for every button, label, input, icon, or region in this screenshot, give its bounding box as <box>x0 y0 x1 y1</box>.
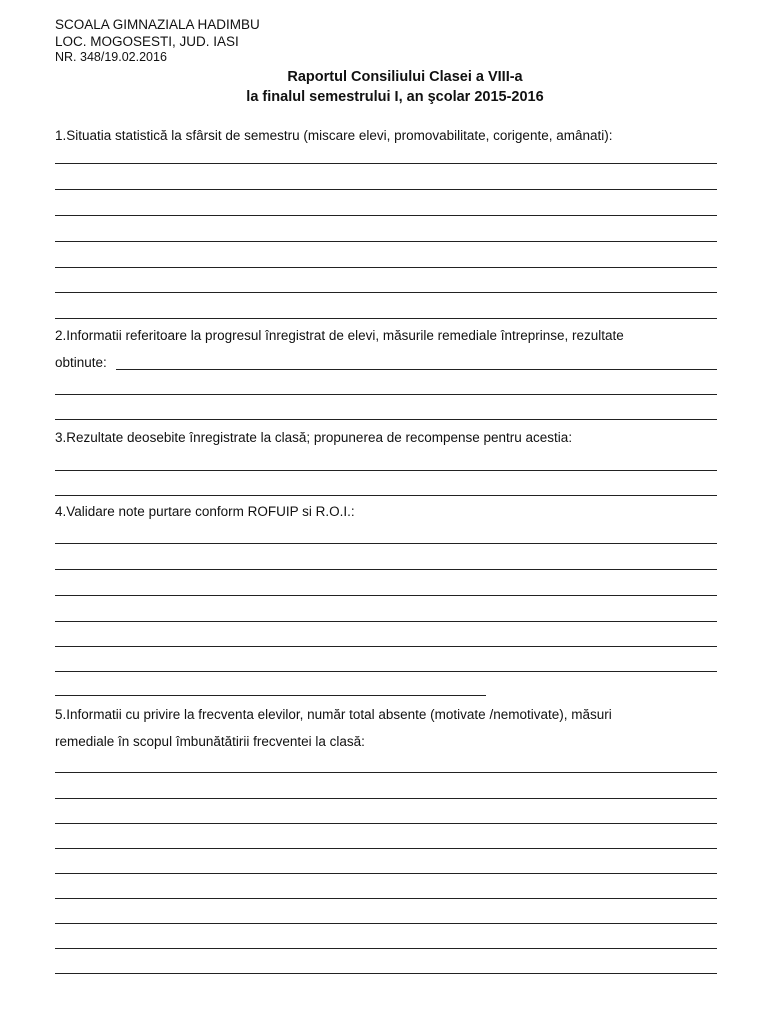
answer-line[interactable] <box>55 973 717 974</box>
answer-line[interactable] <box>55 267 717 268</box>
answer-line[interactable] <box>55 470 717 471</box>
answer-line[interactable] <box>55 848 717 849</box>
answer-line[interactable] <box>55 241 717 242</box>
answer-line[interactable] <box>55 394 717 395</box>
answer-line[interactable] <box>55 419 717 420</box>
answer-line[interactable] <box>55 318 717 319</box>
answer-line[interactable] <box>55 923 717 924</box>
answer-line[interactable] <box>55 189 717 190</box>
answer-line[interactable] <box>55 898 717 899</box>
section-2-prompt-continued: obtinute: <box>55 355 107 370</box>
answer-line[interactable] <box>55 543 717 544</box>
section-3-prompt: 3.Rezultate deosebite înregistrate la clasă; propunerea de recompense pentru acestia: <box>55 430 573 445</box>
answer-line[interactable] <box>55 569 717 570</box>
answer-line[interactable] <box>55 823 717 824</box>
answer-line[interactable] <box>55 621 717 622</box>
answer-line[interactable] <box>55 646 717 647</box>
section-5-prompt: 5.Informatii cu privire la frecventa elevilor, număr total absente (motivate /nemotivate), măsuri <box>55 707 612 722</box>
school-location: LOC. MOGOSESTI, JUD. IASI <box>55 34 239 49</box>
answer-line[interactable] <box>55 798 717 799</box>
section-5-prompt-continued: remediale în scopul îmbunătătirii frecventei la clasă: <box>55 734 365 749</box>
answer-line[interactable] <box>55 873 717 874</box>
answer-line[interactable] <box>55 948 717 949</box>
document-title: Raportul Consiliului Clasei a VIII-a <box>287 69 523 85</box>
answer-line[interactable] <box>55 495 717 496</box>
answer-line[interactable] <box>55 695 486 696</box>
answer-line[interactable] <box>55 772 717 773</box>
section-4-prompt: 4.Validare note purtare conform ROFUIP si R.O.I.: <box>55 504 355 519</box>
answer-line[interactable] <box>55 595 717 596</box>
answer-line[interactable] <box>116 369 717 370</box>
document-header <box>55 16 260 64</box>
answer-line[interactable] <box>55 163 717 164</box>
section-1-prompt: 1.Situatia statistică la sfârsit de semestru (miscare elevi, promovabilitate, corigente, amânati): <box>55 128 613 143</box>
section-2-prompt: 2.Informatii referitoare la progresul înregistrat de elevi, măsurile remediale întreprinse, rezultate <box>55 328 624 343</box>
answer-line[interactable] <box>55 671 717 672</box>
document-subtitle: la finalul semestrului I, an şcolar 2015-2016 <box>246 89 544 105</box>
school-name: SCOALA GIMNAZIALA HADIMBU <box>55 17 260 32</box>
registration-number: NR. 348/19.02.2016 <box>55 50 167 64</box>
answer-line[interactable] <box>55 215 717 216</box>
answer-line[interactable] <box>55 292 717 293</box>
